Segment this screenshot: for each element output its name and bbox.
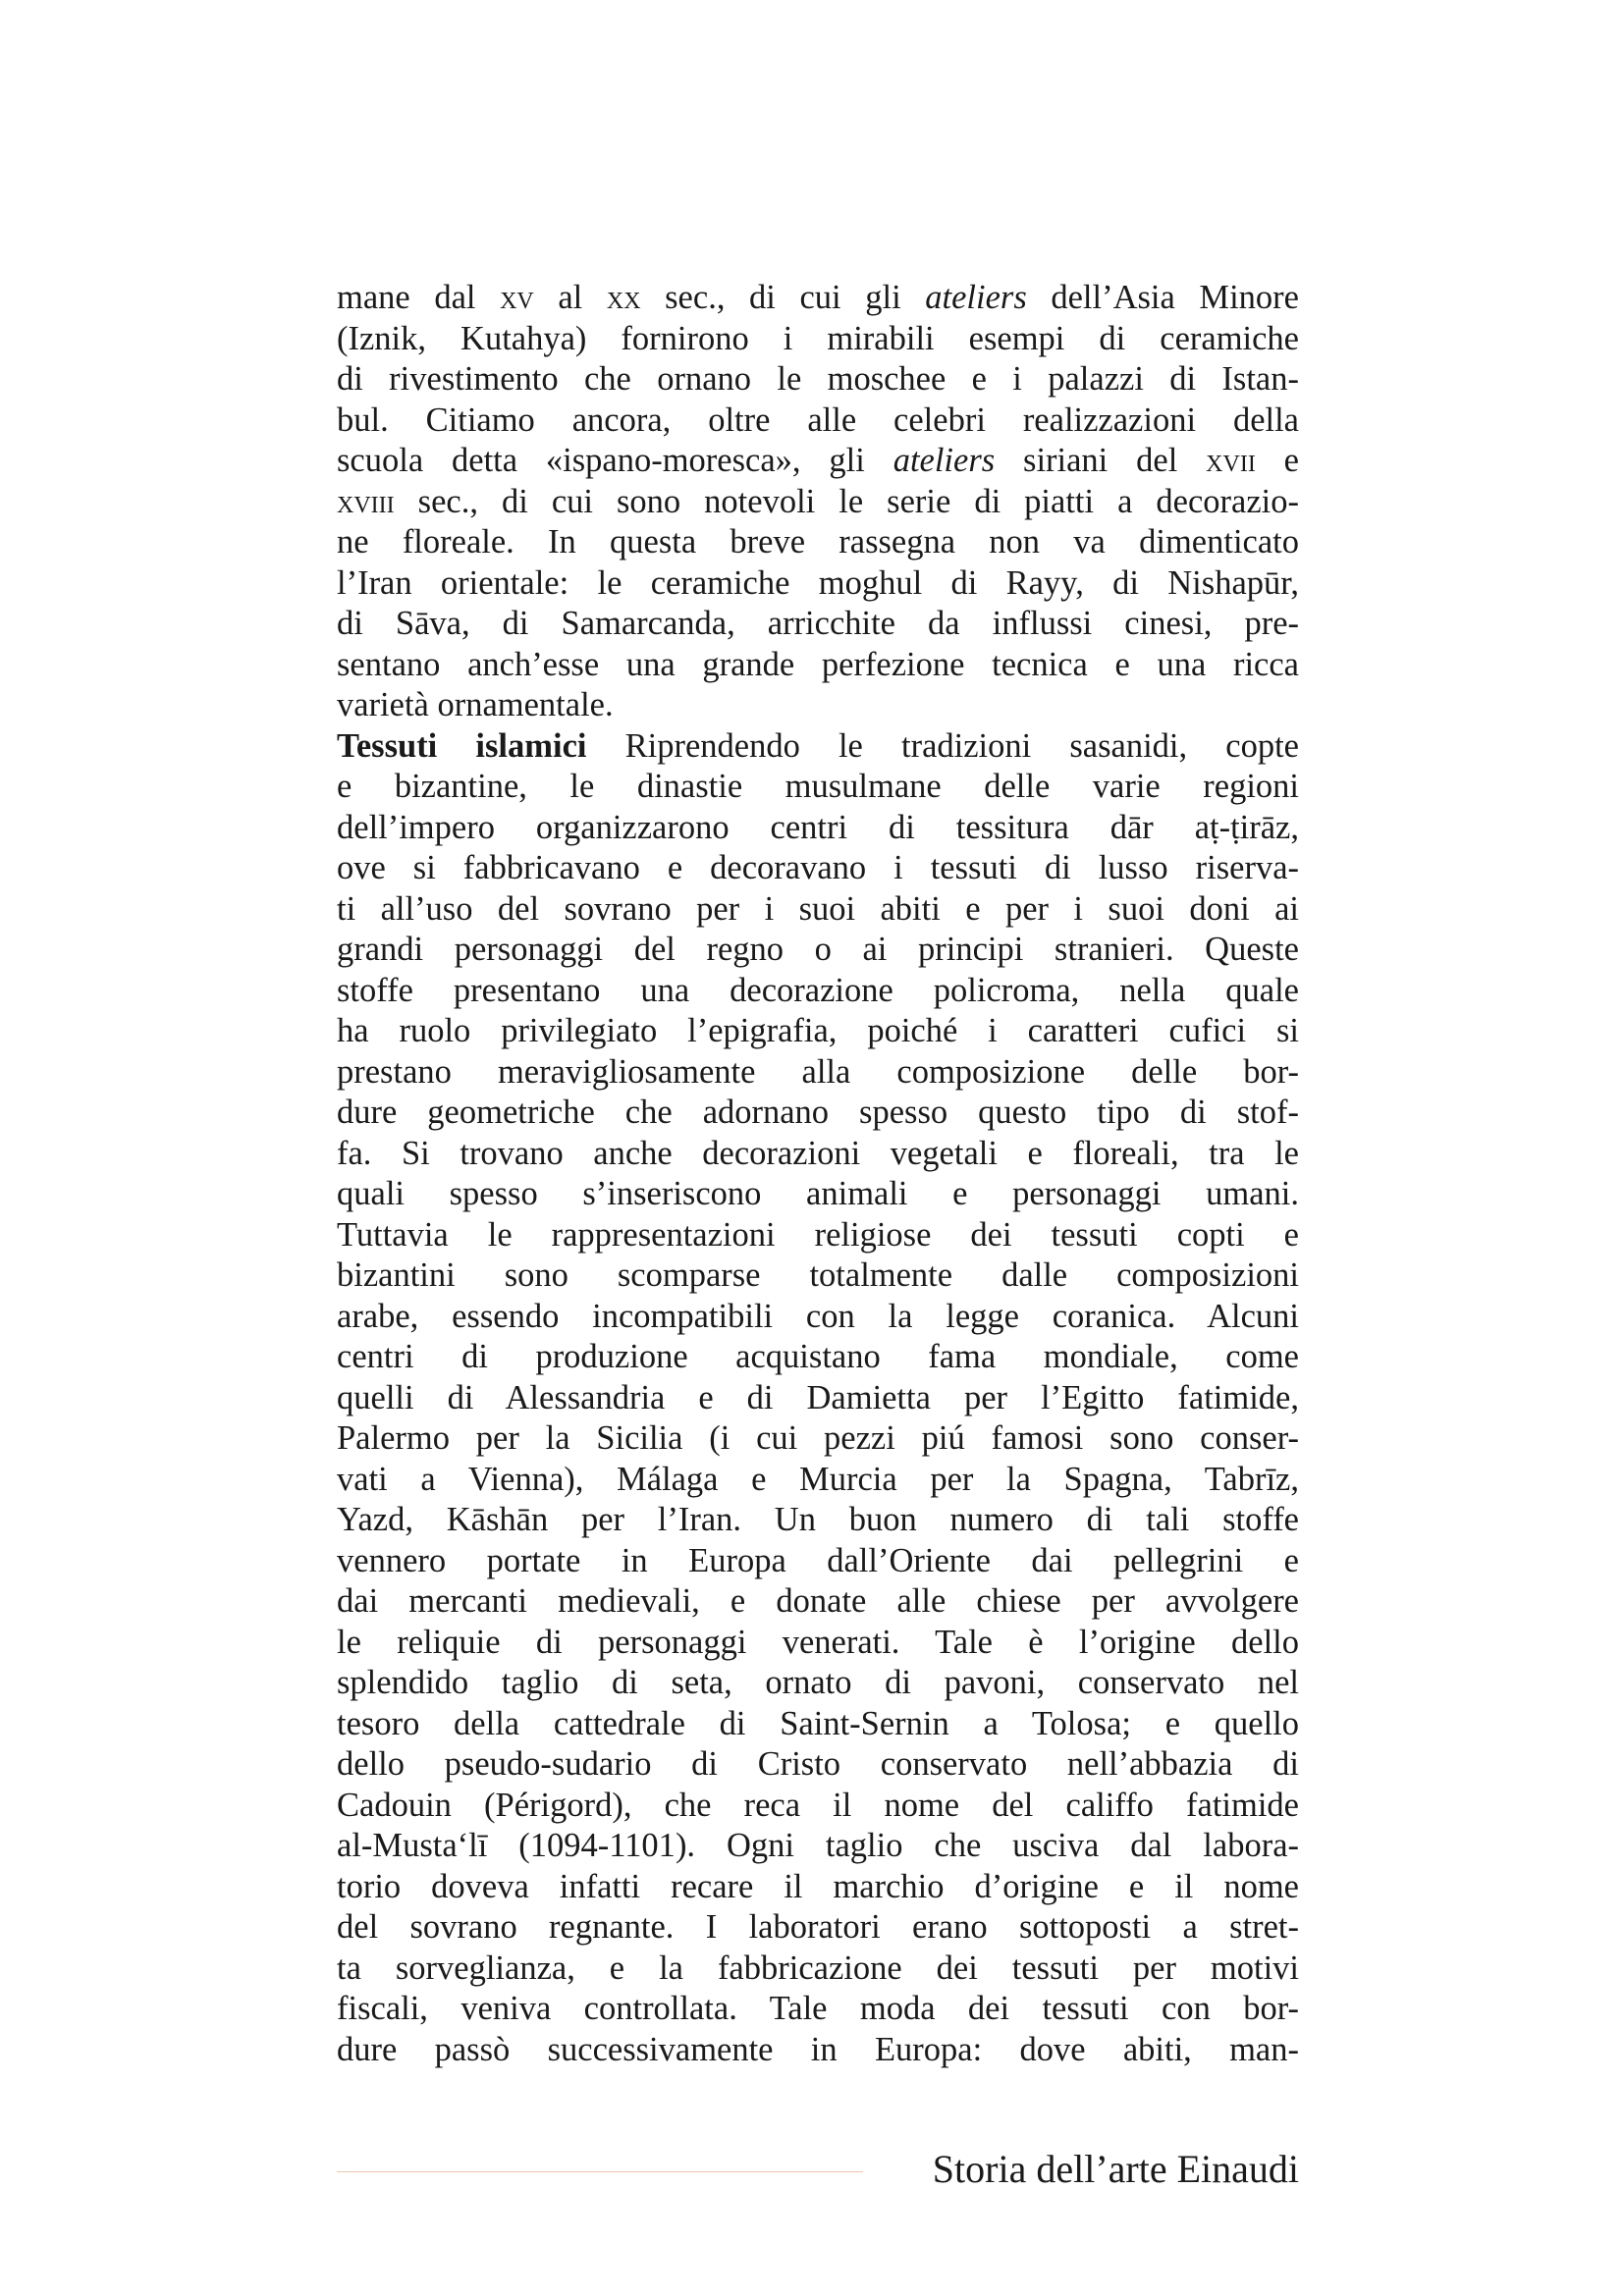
text-line: di Sāva, di Samarcanda, arricchite da influssi cinesi, pre-	[337, 605, 1299, 642]
text-line: bizantini sono scomparse totalmente dalle composizioni	[337, 1256, 1299, 1294]
footer-rule	[337, 2171, 863, 2172]
text-line: Yazd, Kāshān per l’Iran. Un buon numero di tali stoffe	[337, 1501, 1299, 1538]
section-heading: Tessuti islamici	[337, 726, 587, 765]
text-line: mane dal xv al xx sec., di cui gli ateliers dell’Asia Minore	[337, 279, 1299, 316]
text-line: vati a Vienna), Málaga e Murcia per la Spagna, Tabrīz,	[337, 1460, 1299, 1498]
text-line: ta sorveglianza, e la fabbricazione dei tessuti per motivi	[337, 1949, 1299, 1987]
text-line: arabe, essendo incompatibili con la legge coranica. Alcuni	[337, 1297, 1299, 1335]
text-line: scuola detta «ispano-moresca», gli ateliers siriani del xvii e	[337, 442, 1299, 479]
text-line: grandi personaggi del regno o ai principi stranieri. Queste	[337, 931, 1299, 968]
body-text	[337, 278, 1299, 2070]
text-line: quali spesso s’inseriscono animali e personaggi umani.	[337, 1175, 1299, 1212]
text-line: le reliquie di personaggi venerati. Tale è l’origine dello	[337, 1623, 1299, 1661]
text-line: dure passò successivamente in Europa: dove abiti, man-	[337, 2030, 1299, 2068]
text-line: e bizantine, le dinastie musulmane delle varie regioni	[337, 768, 1299, 805]
text-line: Tuttavia le rappresentazioni religiose dei tessuti copti e	[337, 1215, 1299, 1254]
text-line: ti all’uso del sovrano per i suoi abiti e per i suoi doni ai	[337, 889, 1299, 928]
text-line: ove si fabbricavano e decoravano i tessuti di lusso riserva-	[337, 849, 1299, 886]
text-line: dello pseudo-sudario di Cristo conservato nell’abbazia di	[337, 1745, 1299, 1783]
text-line: dai mercanti medievali, e donate alle chiese per avvolgere	[337, 1582, 1299, 1620]
publication-title: Storia dell’arte Einaudi	[932, 2147, 1299, 2191]
text-line: Palermo per la Sicilia (i cui pezzi piú famosi sono conser-	[337, 1419, 1299, 1457]
text-line: dure geometriche che adornano spesso questo tipo di stof-	[337, 1094, 1299, 1131]
text-line: stoffe presentano una decorazione policroma, nella quale	[337, 971, 1299, 1009]
text-line: xviii sec., di cui sono notevoli le serie di piatti a decorazio-	[337, 482, 1299, 520]
text-line: Cadouin (Périgord), che reca il nome del califfo fatimide	[337, 1786, 1299, 1824]
text-line: vennero portate in Europa dall’Oriente dai pellegrini e	[337, 1541, 1299, 1579]
page-footer	[337, 2142, 1299, 2197]
text-line: torio doveva infatti recare il marchio d’origine e il nome	[337, 1867, 1299, 1905]
text-line: al-Musta‘lī (1094-1101). Ogni taglio che usciva dal labora-	[337, 1827, 1299, 1864]
text-line: (Iznik, Kutahya) fornirono i mirabili esempi di ceramiche	[337, 319, 1299, 357]
text-line: fa. Si trovano anche decorazioni vegetali e floreali, tra le	[337, 1134, 1299, 1172]
text-line: varietà ornamentale.	[337, 686, 614, 723]
text-line: splendido taglio di seta, ornato di pavoni, conservato nel	[337, 1664, 1299, 1701]
text-line: bul. Citiamo ancora, oltre alle celebri realizzazioni della	[337, 400, 1299, 439]
text-line: ha ruolo privilegiato l’epigrafia, poiché i caratteri cufici si	[337, 1012, 1299, 1049]
section-heading-line: Tessuti islamici Riprendendo le tradizioni sasanidi, copte	[337, 726, 1299, 765]
text-line: fiscali, veniva controllata. Tale moda dei tessuti con bor-	[337, 1990, 1299, 2027]
text-line: l’Iran orientale: le ceramiche moghul di Rayy, di Nishapūr,	[337, 563, 1299, 602]
text-line: sentano anch’esse una grande perfezione tecnica e una ricca	[337, 645, 1299, 683]
text-line: centri di produzione acquistano fama mondiale, come	[337, 1338, 1299, 1375]
text-line: dell’impero organizzarono centri di tessitura dār aṭ-ṭirāz,	[337, 808, 1299, 846]
text-line: di rivestimento che ornano le moschee e i palazzi di Istan-	[337, 360, 1299, 398]
text-line: ne floreale. In questa breve rassegna non va dimenticato	[337, 523, 1299, 561]
text-line: tesoro della cattedrale di Saint-Sernin a Tolosa; e quello	[337, 1704, 1299, 1742]
text-line: del sovrano regnante. I laboratori erano sottoposti a stret-	[337, 1908, 1299, 1946]
text-line: prestano meravigliosamente alla composizione delle bor-	[337, 1052, 1299, 1091]
text-line: quelli di Alessandria e di Damietta per l’Egitto fatimide,	[337, 1378, 1299, 1416]
